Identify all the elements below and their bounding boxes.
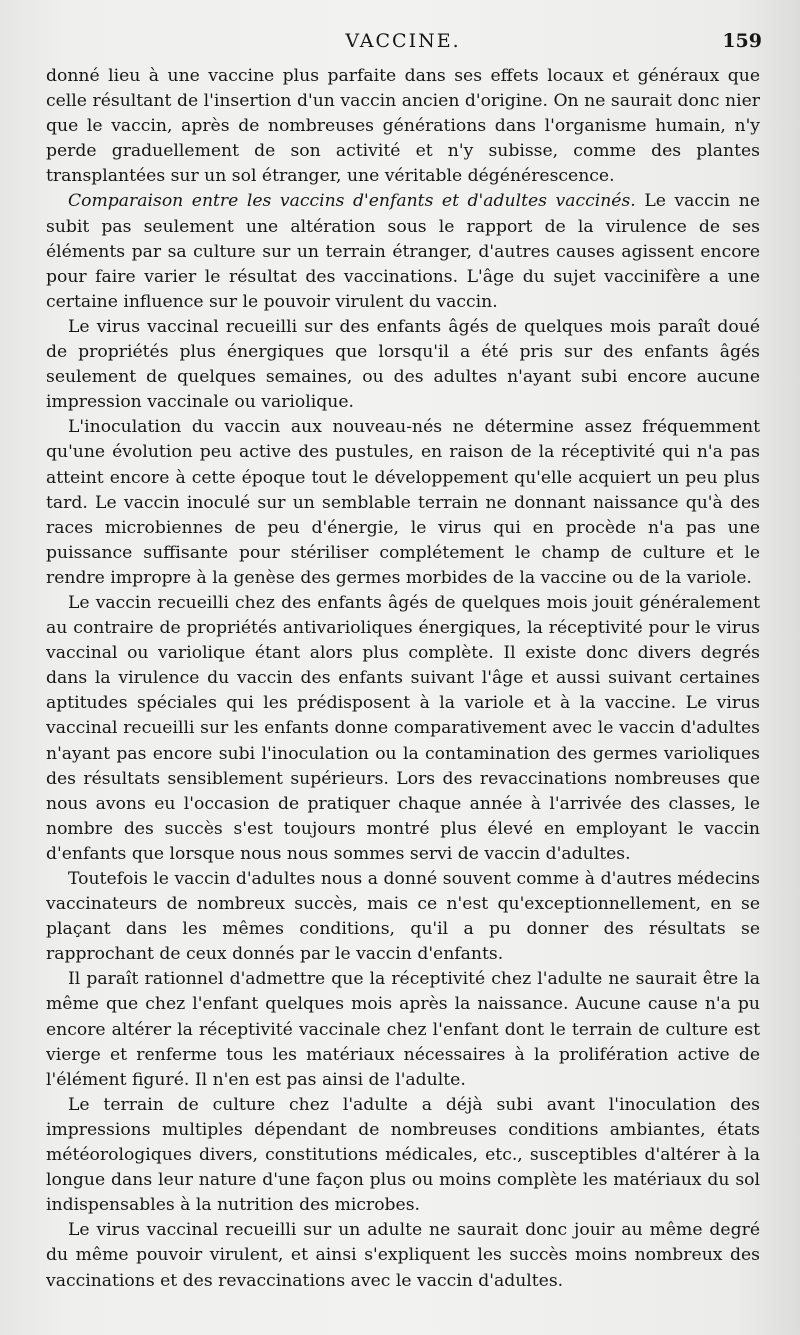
section-heading: Comparaison entre les vaccins d'enfants et d'adultes vaccinés.	[68, 191, 636, 212]
paragraph: Le virus vaccinal recueilli sur un adulte ne saurait donc jouir au même degré du même pouvoir virulent, et ainsi s'expliquent les succès moins nombreux des vaccinations et des revaccinations avec le vaccin d'adultes.	[46, 1220, 760, 1291]
page-header	[44, 30, 762, 56]
paragraph-comparison	[46, 189, 760, 314]
paragraph: L'inoculation du vaccin aux nouveau-nés ne détermine assez fréquemment qu'une évolution peu active des pustules, en raison de la réceptivité qui n'a pas atteint encore à cette époque tout le développement qu'elle acquiert un peu plus tard. Le vaccin inoculé sur un semblable terrain ne donnant naissance qu'à des races microbiennes de peu d'énergie, le virus qui en procède n'a pas une puissance suffisante pour stériliser complétement le champ de culture et le rendre impropre à la genèse des germes morbides de la vaccine ou de la variole.	[46, 417, 760, 588]
body-text	[46, 64, 760, 1294]
running-head: VACCINE.	[345, 30, 461, 52]
paragraph: Le terrain de culture chez l'adulte a déjà subi avant l'inoculation des impressions multiples dépendant de nombreuses conditions ambiantes, états météorologiques divers, constitutions médicales, etc., susceptibles d'altérer à la longue dans leur nature d'une façon plus ou moins complète les matériaux du sol indispensables à la nutrition des microbes.	[46, 1094, 760, 1216]
paragraph-continuation: donné lieu à une vaccine plus parfaite dans ses effets locaux et généraux que celle résultant de l'insertion d'un vaccin ancien d'origine. On ne saurait donc nier que le vaccin, après de nombreuses générations dans l'organisme humain, n'y perde graduellement de son activité et n'y subisse, comme des plantes transplantées sur un sol étranger, une véritable dégénérescence.	[46, 66, 760, 187]
paragraph: Il paraît rationnel d'admettre que la réceptivité chez l'adulte ne saurait être la même que chez l'enfant quelques mois après la naissance. Aucune cause n'a pu encore altérer la réceptivité vaccinale chez l'enfant dont le terrain de culture est vierge et renferme tous les matériaux nécessaires à la prolifération active de l'élément figuré. Il n'en est pas ainsi de l'adulte.	[46, 969, 760, 1090]
paragraph-comparison-text: Le vaccin ne subit pas seulement une altération sous le rapport de la virulence de ses éléments par sa culture sur un terrain étranger, d'autres causes agissent encore pour faire varier le résultat des vaccinations. L'âge du sujet vaccinifère a une certaine influence sur le pouvoir virulent du vaccin.	[46, 191, 761, 312]
paragraph: Le virus vaccinal recueilli sur des enfants âgés de quelques mois paraît doué de propriétés plus énergiques que lorsqu'il a été pris sur des enfants âgés seulement de quelques semaines, ou des adultes n'ayant subi encore aucune impression vaccinale ou variolique.	[46, 316, 760, 413]
page-number: 159	[722, 30, 762, 52]
paragraph: Toutefois le vaccin d'adultes nous a donné souvent comme à d'autres médecins vaccinateurs de nombreux succès, mais ce n'est qu'exceptionnellement, en se plaçant dans les mêmes conditions, qu'il a pu donner des résultats se rapprochant de ceux donnés par le vaccin d'enfants.	[46, 869, 760, 965]
paragraph: Le vaccin recueilli chez des enfants âgés de quelques mois jouit généralement au contraire de propriétés antivarioliques énergiques, la réceptivité pour le virus vaccinal ou variolique étant alors plus complète. Il existe donc divers degrés dans la virulence du vaccin des enfants suivant l'âge et aussi suivant certaines aptitudes spéciales qui les prédisposent à la variole et à la vaccine. Le virus vaccinal recueilli sur les enfants donne comparativement avec le vaccin d'adultes n'ayant pas encore subi l'inoculation ou la contamination des germes varioliques des résultats sensiblement supérieurs. Lors des revaccinations nombreuses que nous avons eu l'occasion de pratiquer chaque année à l'arrivée des classes, le nombre des succès s'est toujours montré plus élevé en employant le vaccin d'enfants que lorsque nous nous sommes servi de vaccin d'adultes.	[46, 592, 760, 864]
